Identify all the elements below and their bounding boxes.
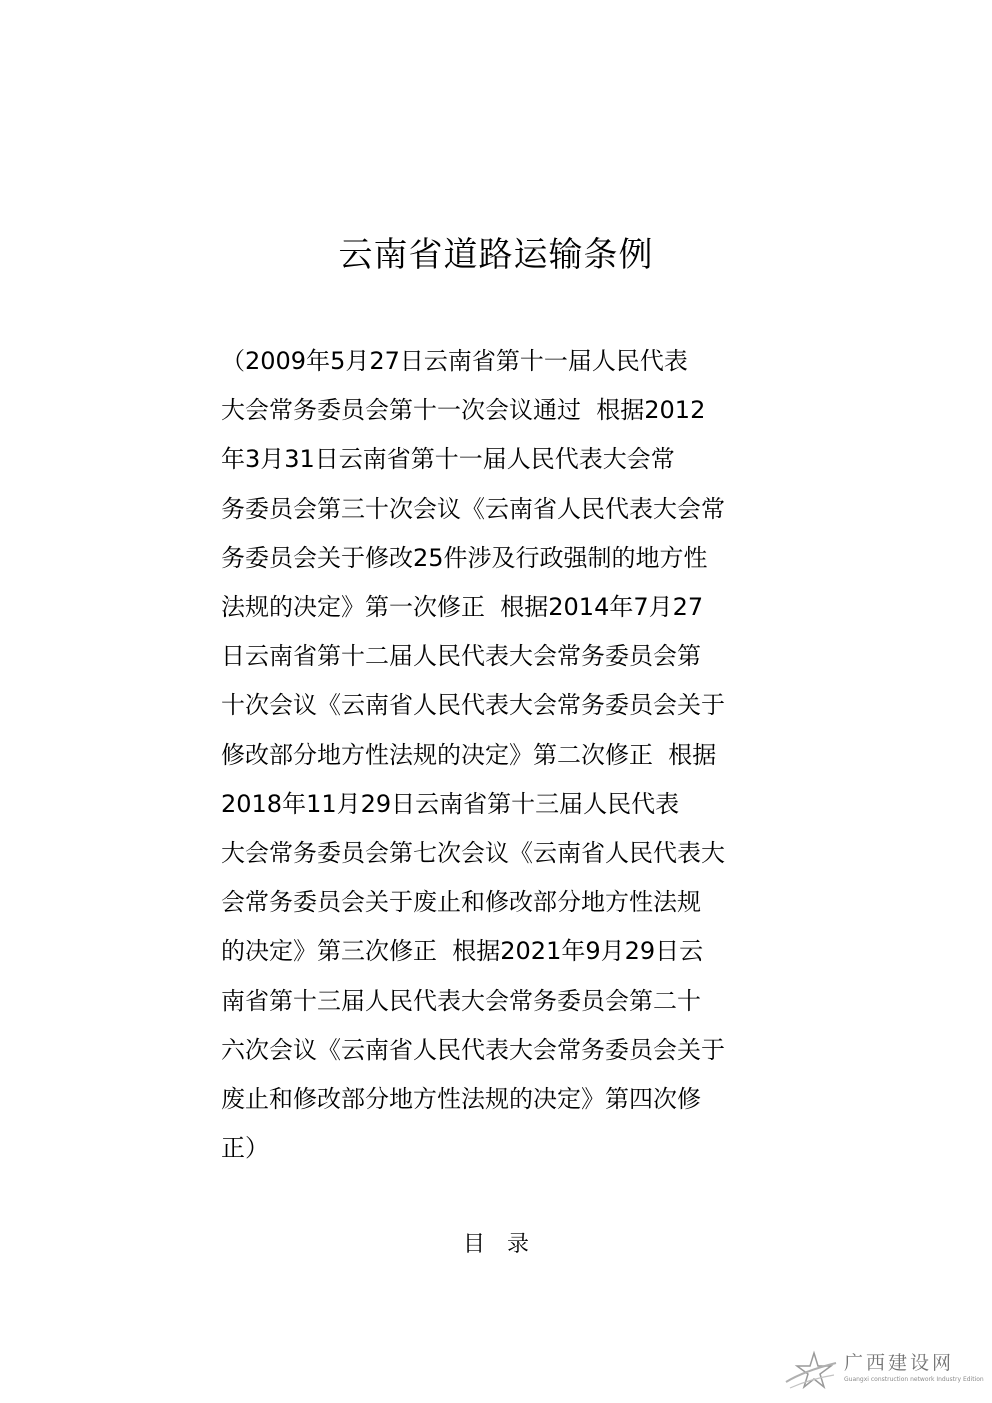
legislative-history [221,337,781,1173]
history-line: 年3月31日云南省第十一届人民代表大会常 [221,445,675,474]
history-line: 2018年11月29日云南省第十三届人民代表 [221,789,680,818]
document-title: 云南省道路运输条例 [338,235,654,275]
history-line: 务委员会关于修改25件涉及行政强制的地方性 [221,543,708,572]
watermark-name: 广西建设网 [844,1352,955,1374]
history-line: 正） [221,1134,269,1163]
history-line: 大会常务委员会第七次会议《云南省人民代表大 [221,839,725,868]
history-line: 废止和修改部分地方性法规的决定》第四次修 [221,1085,701,1114]
history-line: 日云南省第十二届人民代表大会常务委员会第 [221,642,701,671]
history-line: 务委员会第三十次会议《云南省人民代表大会常 [221,494,725,523]
history-line: 六次会议《云南省人民代表大会常务委员会关于 [221,1035,725,1064]
watermark-subtitle: Guangxi construction network Industry Edition [844,1376,984,1383]
history-line: 十次会议《云南省人民代表大会常务委员会关于 [221,691,725,720]
star-swoosh-logo-icon [784,1349,842,1393]
history-line: 法规的决定》第一次修正 根据2014年7月27 [221,593,704,622]
history-line: 的决定》第三次修正 根据2021年9月29日云 [221,937,704,966]
watermark [784,1349,984,1395]
history-line: 大会常务委员会第十一次会议通过 根据2012 [221,396,706,425]
toc-heading: 目录 [462,1232,551,1257]
history-line: 南省第十三届人民代表大会常务委员会第二十 [221,986,701,1015]
history-line: 会常务委员会关于废止和修改部分地方性法规 [221,888,701,917]
history-line: （2009年5月27日云南省第十一届人民代表 [221,347,688,375]
history-line: 修改部分地方性法规的决定》第二次修正 根据 [221,740,717,769]
